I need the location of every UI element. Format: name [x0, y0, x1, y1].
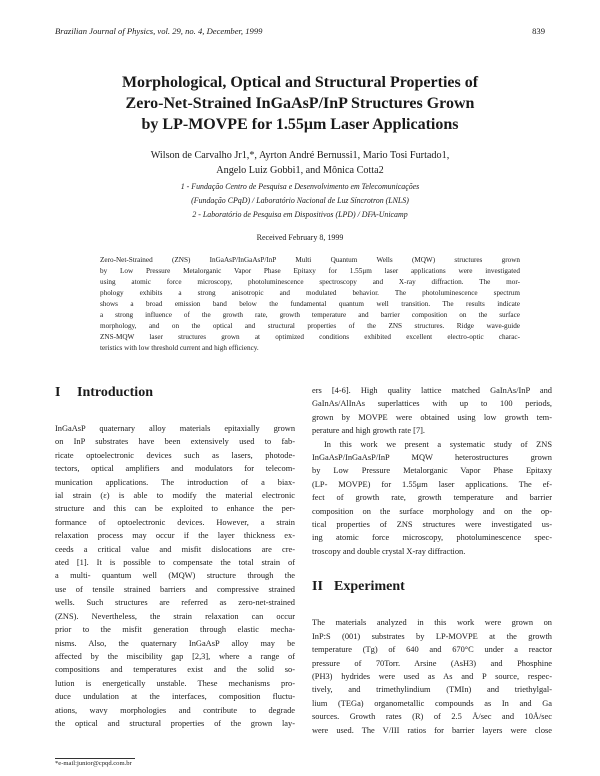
body-line: (LP- MOVPE) for 1.55μm laser applications. The ef-	[312, 479, 552, 489]
paper-title	[40, 72, 560, 135]
body-line: duce undulation at the interfaces, composition fluctu-	[55, 692, 295, 702]
body-line: use of tensile strained barriers and compressive strained	[55, 584, 295, 594]
body-line: sources. Growth rates (R) of 2.5 Å/sec and 10Å/sec	[312, 712, 552, 722]
body-line: on InP substrates have been extensively used to fab-	[55, 437, 295, 447]
body-line: ing atomic force microscopy, photoluminescence spec-	[312, 533, 552, 543]
affiliation-line: (Fundação CPqD) / Laboratório Nacional de Luz Síncrotron (LNLS)	[191, 196, 409, 205]
author-line: Angelo Luiz Gobbi1, and Mônica Cotta2	[216, 165, 384, 176]
body-line: composition on the surface morphology and on the op-	[312, 506, 552, 516]
abstract-line: using atomic force microscopy, photoluminescence spectroscopy and X-ray diffraction. The mor-	[100, 278, 520, 286]
body-line: temperature (Tg) of 640 and 670°C under a reactor	[312, 645, 552, 655]
abstract	[100, 255, 520, 354]
footnote-email: *e-mail:junior@cpqd.com.br	[55, 760, 132, 767]
body-line: lium (TEGa) organometallic compounds as In and Ga	[312, 698, 552, 708]
abstract-line: ZNS-MQW laser structures grown at optimized conditions exhibited excellent electro-optic charac-	[100, 333, 520, 341]
affiliations	[40, 180, 560, 222]
body-line: wells. Such structures are referred as zero-net-strained	[55, 598, 295, 608]
left-column	[55, 384, 295, 730]
body-line: structure and this can be exploited to enhance the per-	[55, 504, 295, 514]
body-line: InGaAsP quaternary alloy materials epitaxially grown	[55, 424, 295, 433]
body-line: ial strain (ε) is able to modify the material electronic	[55, 491, 295, 501]
abstract-line: teristics with low threshold current and high efficiency.	[100, 344, 259, 352]
abstract-line: shows a broad emission band below the fundamental quantum well transition. The results indicate	[100, 300, 520, 308]
abstract-line: Zero-Net-Strained (ZNS) InGaAsP/InGaAsP/InP Multi Quantum Wells (MQW) structures grown	[100, 256, 520, 264]
section-number: I	[55, 385, 61, 400]
body-line: munication applications. The introduction of a biax-	[55, 477, 295, 487]
abstract-line: a strong influence of the growth rate, growth temperature and barrier composition on the surface	[100, 311, 520, 319]
body-line: ated [1]. It is possible to compensate the total strain of	[55, 558, 295, 568]
title-line: by LP-MOVPE for 1.55μm Laser Applications	[141, 116, 459, 133]
body-line: lution is energetically unstable. These mechanisms pro-	[55, 678, 295, 688]
body-line: nisms. Also, the quaternary InGaAsP alloy may be	[55, 638, 295, 648]
body-line: pressure of 70Torr. Arsine (AsH3) and Phosphine	[312, 658, 552, 668]
body-line: InGaAsP/InGaAsP/InP MQW heterostructures grown	[312, 453, 552, 463]
abstract-line: phology exhibits a strong anisotropic and modulated behavior. The photoluminescence spectrum	[100, 289, 520, 297]
body-line: tectors, optical amplifiers and modulators for telecom-	[55, 464, 295, 474]
title-line: Morphological, Optical and Structural Properties of	[121, 74, 479, 91]
body-line: relaxation process may occur if the layer thickness ex-	[55, 531, 295, 541]
page-number: 839	[532, 26, 545, 36]
author-list	[40, 148, 560, 178]
author-line: Wilson de Carvalho Jr1,*, Ayrton André Bernussi1, Mario Tosi Furtado1,	[150, 150, 450, 161]
body-line: The materials analyzed in this work were grown on	[312, 618, 552, 628]
body-line: ations, wavy morphologies and contribute to degrade	[55, 705, 295, 715]
affiliation-line: 2 - Laboratório de Pesquisa em Dispositivos (LPD) / DFA-Unicamp	[192, 210, 408, 219]
body-line: formance of optoelectronic devices. However, a strain	[55, 517, 295, 527]
body-line: the optical and structural properties of the grown lay-	[55, 718, 295, 728]
section-heading-introduction	[55, 384, 295, 402]
right-column	[312, 384, 552, 737]
body-line: tively, and trimethylindium (TMIn) and triethylgal-	[312, 685, 552, 695]
section-title: Experiment	[334, 579, 405, 595]
body-line: ers [4-6]. High quality lattice matched GaInAs/InP and	[312, 386, 552, 395]
body-line: (PH3) hydrides were used as As and P source, respec-	[312, 671, 552, 681]
received-date: Received February 8, 1999	[256, 233, 344, 242]
section-title: Introduction	[77, 385, 153, 400]
section-heading-experiment	[312, 578, 552, 596]
body-line: a multi- quantum well (MQW) structure through the	[55, 571, 295, 581]
body-line: prior to the misfit generation through elastic mecha-	[55, 625, 295, 635]
body-line: grown by MOVPE were obtained using low growth tem-	[312, 412, 552, 422]
running-header-journal: Brazilian Journal of Physics, vol. 29, no. 4, December, 1999	[55, 26, 263, 36]
body-line: by Low Pressure Metalorganic Vapor Phase Epitaxy	[312, 466, 552, 476]
body-line: compositions and temperatures exist and the solid so-	[55, 665, 295, 675]
body-line: fect of growth rate, growth temperature and barrier	[312, 493, 552, 503]
body-line: (ZNS). Nevertheless, the strain relaxation can occur	[55, 611, 295, 621]
title-line: Zero-Net-Strained InGaAsP/InP Structures Grown	[125, 95, 475, 112]
body-line: troscopy and double crystal X-ray diffraction.	[312, 546, 466, 556]
footnote-rule	[55, 758, 135, 759]
body-line: ceeds a critical value and misfit dislocations are cre-	[55, 544, 295, 554]
body-line: InP:S (001) substrates by LP-MOVPE at the growth	[312, 631, 552, 641]
body-line: perature and high growth rate [7].	[312, 426, 426, 436]
section-number: II	[312, 579, 323, 595]
affiliation-line: 1 - Fundação Centro de Pesquisa e Desenvolvimento em Telecomunicações	[180, 182, 420, 191]
body-line: GaInAs/AlInAs superlattices with up to 100 periods,	[312, 399, 552, 409]
abstract-line: by Low Pressure Metalorganic Vapor Phase Epitaxy for 1.55μm laser applications were investigated	[100, 267, 520, 275]
body-line: In this work we present a systematic study of ZNS	[324, 439, 552, 449]
body-line: tical properties of ZNS structures were investigated us-	[312, 520, 552, 530]
body-line: ricate optoelectronic devices such as lasers, photode-	[55, 450, 295, 460]
abstract-line: morphology, and on the optical and structural properties of the ZNS structures. Ridge wave-guide	[100, 322, 520, 330]
body-line: affected by the miscibility gap [2,3], where a range of	[55, 651, 295, 661]
body-line: were used. The V/III ratios for barrier layers were close	[312, 725, 552, 735]
